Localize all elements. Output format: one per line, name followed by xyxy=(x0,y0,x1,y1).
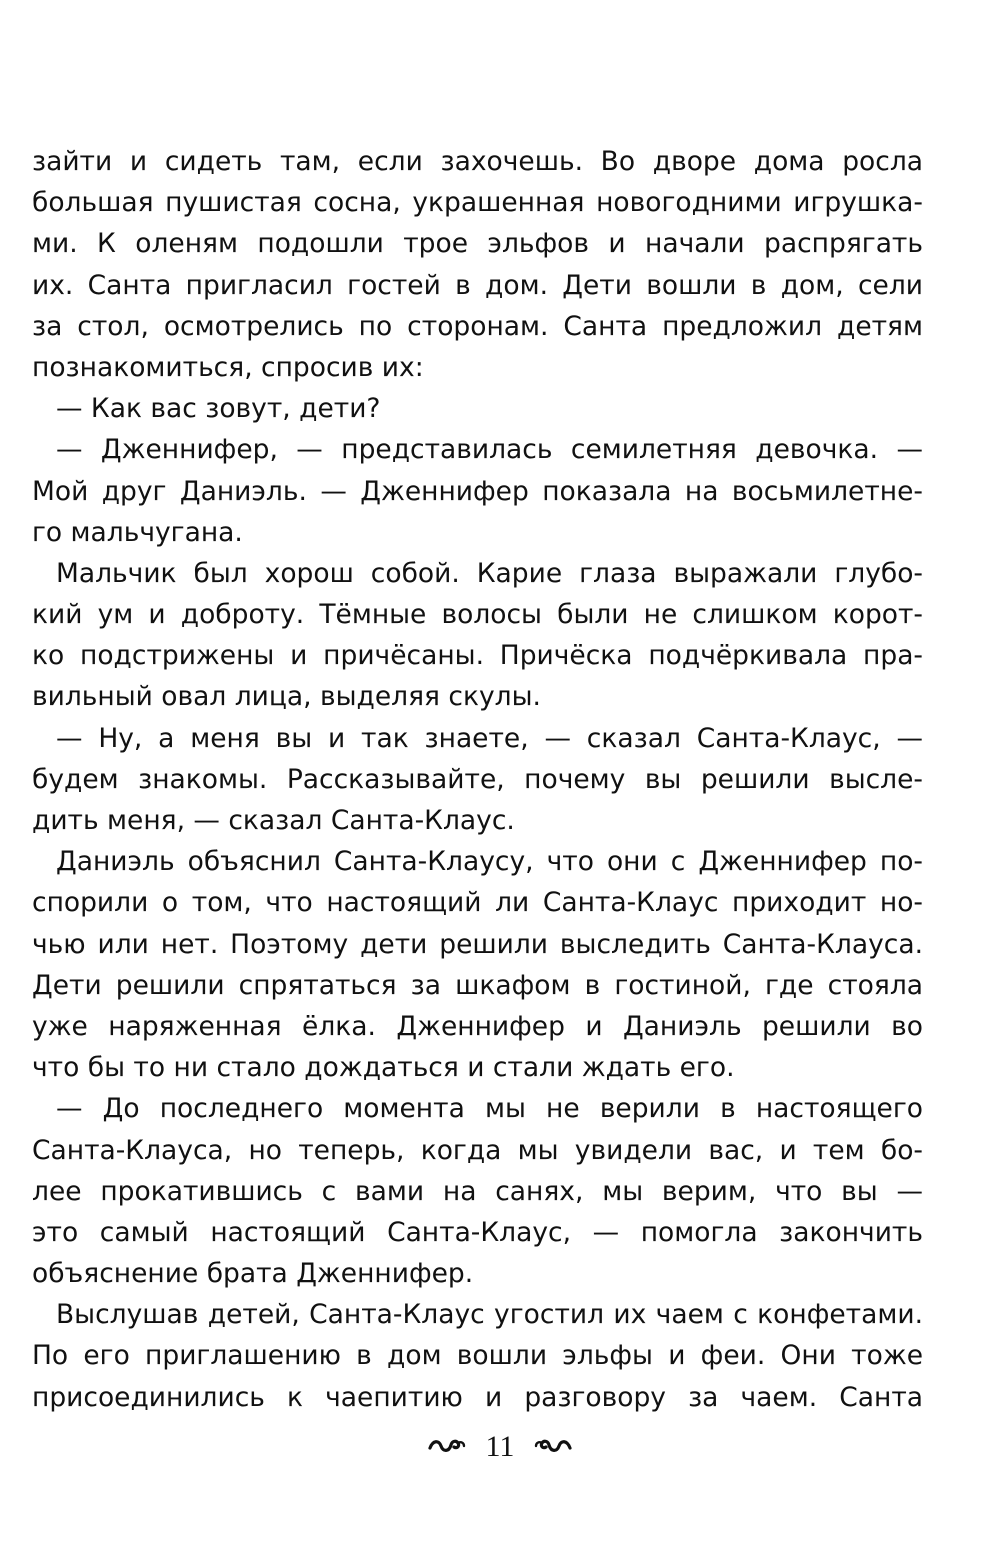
dialogue-line: — Как вас зовут, дети? xyxy=(56,393,381,425)
text-line: вильный овал лица, выделяя скулы. xyxy=(32,681,541,713)
dialogue-line: — Ну, а меня вы и так знаете, — сказал Санта-Клаус, — xyxy=(56,722,923,754)
text-line: уже наряженная ёлка. Дженнифер и Даниэль решили во xyxy=(32,1010,923,1042)
text-line: большая пушистая сосна, украшенная новогодними игрушка- xyxy=(32,187,923,219)
text-line: объяснение брата Дженнифер. xyxy=(32,1258,474,1290)
text-line: их. Санта пригласил гостей в дом. Дети вошли в дом, сели xyxy=(32,269,923,301)
page-number: 11 xyxy=(485,1429,515,1463)
page-body-text xyxy=(32,141,923,1418)
text-line: кий ум и доброту. Тёмные волосы были не слишком корот- xyxy=(32,599,923,631)
paragraph-start-line: Мальчик был хорош собой. Карие глаза выражали глубо- xyxy=(56,557,923,589)
paragraph-start-line: Выслушав детей, Санта-Клаус угостил их чаем с конфетами. xyxy=(56,1299,923,1331)
text-line: Санта-Клауса, но теперь, когда мы увидели вас, и тем бо- xyxy=(32,1134,923,1166)
text-line: будем знакомы. Рассказывайте, почему вы решили высле- xyxy=(32,763,923,795)
dialogue-line: — Дженнифер, — представилась семилетняя девочка. — xyxy=(56,434,923,466)
text-line: Дети решили спрятаться за шкафом в гостиной, где стояла xyxy=(32,969,923,1001)
text-line: Мой друг Даниэль. — Дженнифер показала на восьмилетне- xyxy=(32,475,923,507)
text-line: ми. К оленям подошли трое эльфов и начали распрягать xyxy=(32,228,923,260)
text-line: спорили о том, что настоящий ли Санта-Клаус приходит но- xyxy=(32,887,923,919)
text-line: По его приглашению в дом вошли эльфы и феи. Они тоже xyxy=(32,1340,923,1372)
text-line: познакомиться, спросив их: xyxy=(32,351,424,383)
text-line: ко подстрижены и причёсаны. Причёска подчёркивала пра- xyxy=(32,640,923,672)
right-flourish-icon xyxy=(533,1430,573,1463)
page-footer xyxy=(0,1428,1000,1464)
left-flourish-icon xyxy=(427,1430,467,1463)
text-line: что бы то ни стало дождаться и стали ждать его. xyxy=(32,1052,735,1084)
text-line: дить меня, — сказал Санта-Клаус. xyxy=(32,805,515,836)
text-line: присоединились к чаепитию и разговору за чаем. Санта xyxy=(32,1381,923,1413)
text-line: за стол, осмотрелись по сторонам. Санта предложил детям xyxy=(32,310,923,342)
paragraph-start-line: Даниэль объяснил Санта-Клаусу, что они с Дженнифер по- xyxy=(56,846,923,878)
text-line: го мальчугана. xyxy=(32,516,243,548)
text-line: лее прокатившись с вами на санях, мы верим, что вы — xyxy=(32,1175,923,1207)
text-line: зайти и сидеть там, если захочешь. Во дворе дома росла xyxy=(32,146,923,177)
dialogue-line: — До последнего момента мы не верили в настоящего xyxy=(56,1093,923,1125)
text-line: это самый настоящий Санта-Клаус, — помогла закончить xyxy=(32,1216,923,1248)
text-line: чью или нет. Поэтому дети решили выследить Санта-Клауса. xyxy=(32,928,923,960)
